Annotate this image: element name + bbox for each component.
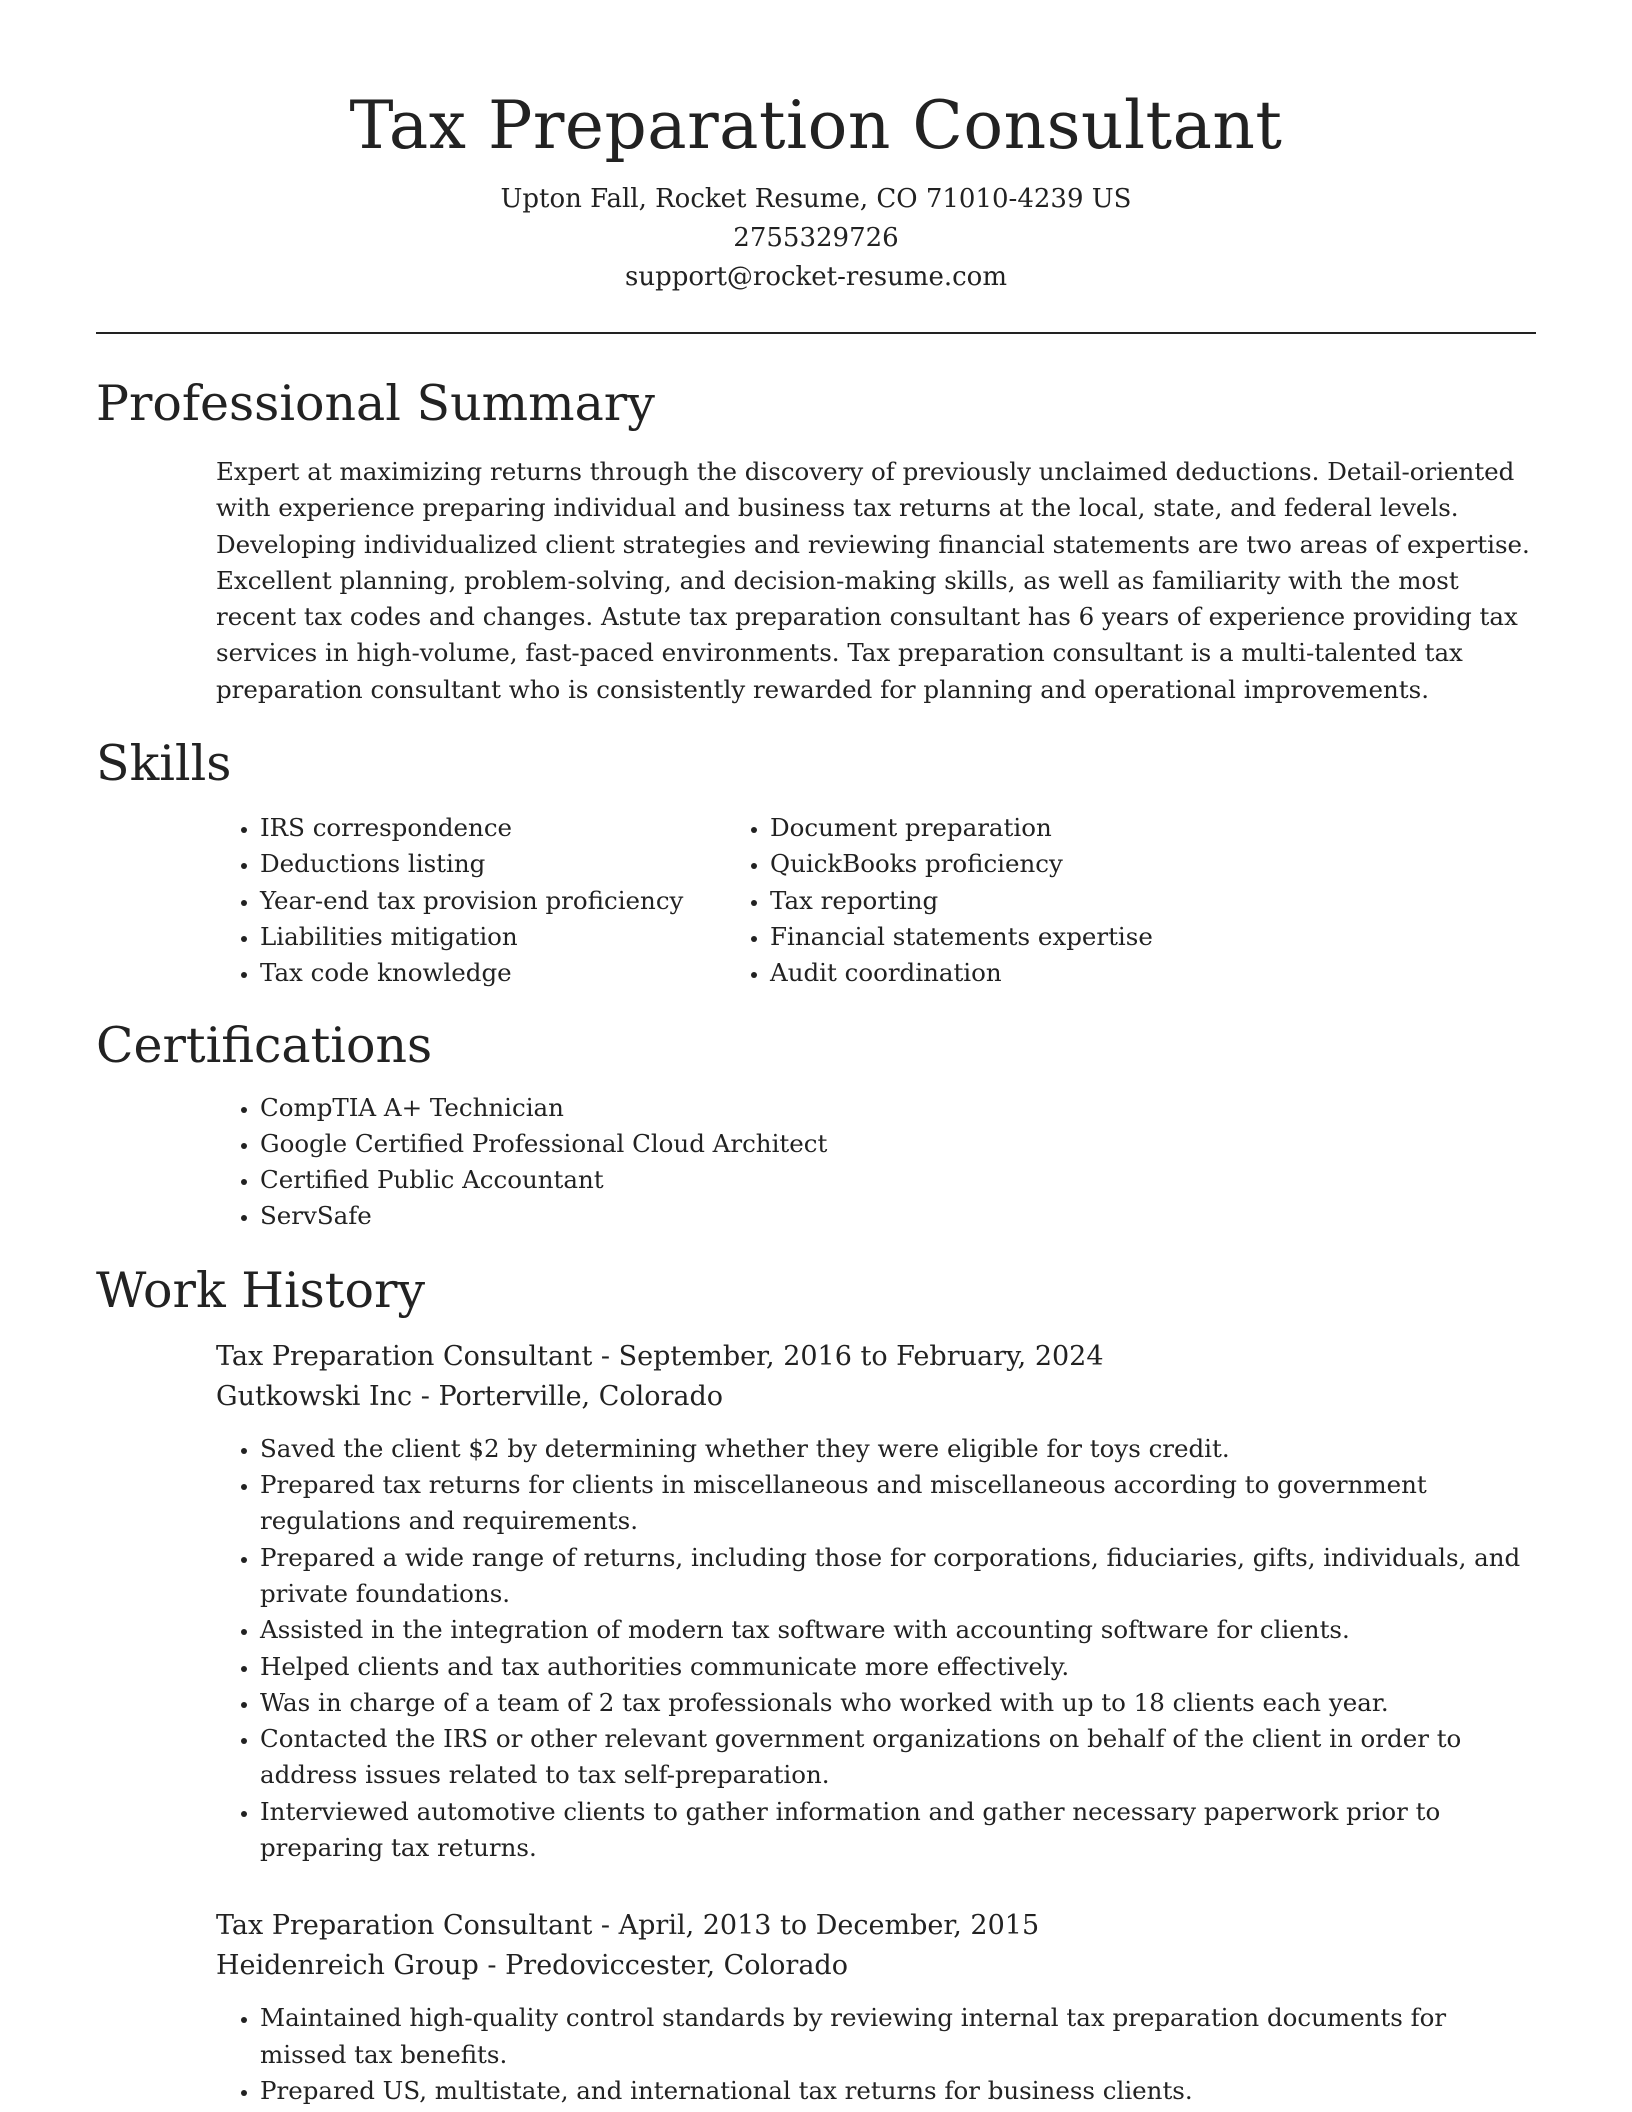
job-company-line [216, 1946, 1536, 1986]
job-bullet: • Maintained high-quality control standards by reviewing internal tax preparation documents for missed tax benefits. [260, 2000, 1536, 2073]
header-divider [96, 332, 1536, 334]
skills-list-right [770, 810, 1153, 991]
job-company: Heidenreich Group [216, 1950, 479, 1982]
contact-phone: 2755329726 [733, 223, 899, 253]
skills-list-left [96, 810, 746, 991]
job-entry [216, 1337, 1536, 1867]
summary-section [96, 374, 1536, 708]
certifications-list [96, 1090, 1536, 1235]
skill-item: • QuickBooks proficiency [770, 846, 1153, 882]
skills-columns [96, 810, 1536, 991]
skill-item: • Audit coordination [770, 955, 1153, 991]
contact-address: Upton Fall, Rocket Resume, CO 71010-4239 US [500, 184, 1132, 214]
skill-item: • Tax reporting [770, 883, 1153, 919]
work-history-heading: Work History [96, 1261, 426, 1319]
skills-heading: Skills [96, 735, 232, 793]
job-bullet: • Was in charge of a team of 2 tax professionals who worked with up to 18 clients each year. [260, 1685, 1536, 1721]
certifications-section [96, 1016, 1536, 1235]
summary-text: Expert at maximizing returns through the discovery of previously unclaimed deductions. Detail-oriented with experience preparing individual and business tax returns at the local, state, and federal levels. Developing individualized client strategies and reviewing financial statements are two areas of expertise. Excellent planning, problem-solving, and decision-making skills, as well as familiarity with the most recent tax codes and changes. Astute tax preparation consultant has 6 years of experience providing tax services in high-volume, fast-paced environments. Tax preparation consultant is a multi-talented tax preparation consultant who is consistently rewarded for planning and operational improvements. [216, 457, 1530, 704]
job-bullet: • Helped clients and tax authorities communicate more effectively. [260, 1649, 1536, 1685]
job-title: Tax Preparation Consultant [216, 1910, 593, 1942]
job-title: Tax Preparation Consultant [216, 1340, 593, 1372]
job-location: - Porterville, Colorado [412, 1380, 724, 1412]
skill-item: • Liabilities mitigation [260, 919, 746, 955]
job-dates: - April, 2013 to December, 2015 [592, 1910, 1040, 1942]
skill-item: • Financial statements expertise [770, 919, 1153, 955]
skill-item: • Tax code knowledge [260, 955, 746, 991]
job-bullet: • Prepared tax returns for clients in miscellaneous and miscellaneous according to government regulations and requirements. [260, 1467, 1536, 1540]
job-bullet: • Saved the client $2 by determining whether they were eligible for toys credit. [260, 1431, 1536, 1467]
job-entry [216, 1906, 1536, 2109]
candidate-name: Tax Preparation Consultant [349, 87, 1283, 164]
job-bullet: • Interviewed automotive clients to gather information and gather necessary paperwork prior to preparing tax returns. [260, 1794, 1536, 1867]
contact-block [96, 180, 1536, 297]
skill-item: • Year-end tax provision proficiency [260, 883, 746, 919]
certification-item: • ServSafe [260, 1198, 1536, 1234]
contact-email: support@rocket-resume.com [624, 262, 1007, 292]
job-bullet: • Prepared US, multistate, and international tax returns for business clients. [260, 2073, 1536, 2109]
skill-item: • IRS correspondence [260, 810, 746, 846]
work-history-section [96, 1261, 1536, 2109]
job-location: - Predoviccester, Colorado [478, 1950, 848, 1982]
certifications-heading: Certifications [96, 1016, 433, 1074]
resume-page [96, 0, 1536, 2109]
job-company: Gutkowski Inc [216, 1380, 413, 1412]
job-bullet: • Assisted in the integration of modern tax software with accounting software for clients. [260, 1612, 1536, 1648]
job-bullets [216, 1431, 1536, 1867]
job-title-line [216, 1337, 1536, 1377]
job-bullet: • Contacted the IRS or other relevant government organizations on behalf of the client in order to address issues related to tax self-preparation. [260, 1721, 1536, 1794]
job-bullet: • Prepared a wide range of returns, including those for corporations, fiduciaries, gifts, individuals, and private foundations. [260, 1540, 1536, 1613]
job-title-line [216, 1906, 1536, 1946]
certification-item: • Google Certified Professional Cloud Architect [260, 1126, 1536, 1162]
skill-item: • Document preparation [770, 810, 1153, 846]
job-company-line [216, 1377, 1536, 1417]
job-dates: - September, 2016 to February, 2024 [592, 1340, 1104, 1372]
certification-item: • Certified Public Accountant [260, 1162, 1536, 1198]
summary-heading: Professional Summary [96, 375, 655, 432]
certification-item: • CompTIA A+ Technician [260, 1090, 1536, 1126]
skill-item: • Deductions listing [260, 846, 746, 882]
skills-section [96, 734, 1536, 991]
job-bullets [216, 2000, 1536, 2109]
